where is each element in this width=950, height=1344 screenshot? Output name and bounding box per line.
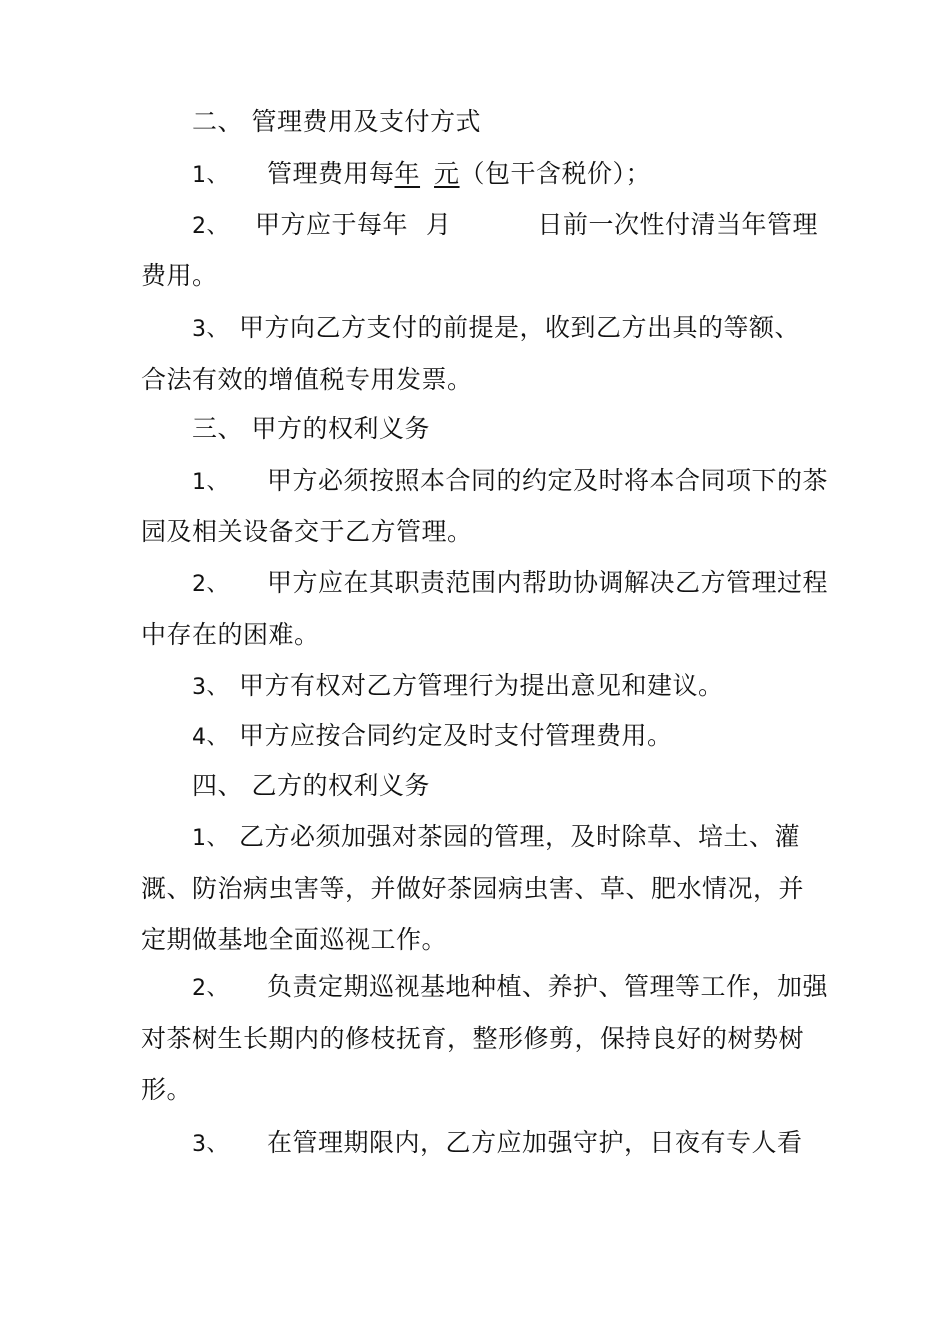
clause-4-1-line2 — [141, 873, 821, 905]
month-label: 月 — [426, 210, 452, 239]
clause-text: 日前一次性付清当年管理 — [537, 210, 819, 239]
clause-text: 负责定期巡视基地种植、养护、管理等工作，加强 — [267, 972, 829, 1001]
clause-text: 甲方有权对乙方管理行为提出意见和建议。 — [239, 671, 724, 700]
year-label: 年 — [394, 159, 421, 188]
clause-3-1-line1 — [192, 465, 829, 499]
clause-4-3-line1 — [192, 1127, 822, 1161]
clause-text: 乙方必须加强对茶园的管理，及时除草、培土、灌 — [239, 822, 801, 851]
clause-4-1-line1 — [192, 821, 822, 855]
clause-text: 甲方应在其职责范围内帮助协调解决乙方管理过程 — [267, 568, 829, 597]
heading-text: 四、 乙方的权利义务 — [192, 771, 430, 800]
clause-text: （包干含税价）； — [459, 159, 652, 188]
clause-text: 对茶树生长期内的修枝抚育，整形修剪，保持良好的树势树 — [141, 1024, 805, 1053]
clause-text: 形。 — [141, 1075, 193, 1104]
clause-3-3 — [192, 670, 822, 704]
clause-number: 2、 — [192, 572, 229, 597]
clause-text: 合法有效的增值税专用发票。 — [141, 365, 473, 394]
section-heading-2 — [192, 106, 822, 138]
clause-number: 1、 — [192, 826, 229, 851]
clause-3-2-line2 — [141, 619, 821, 651]
clause-text: 中存在的困难。 — [141, 620, 320, 649]
clause-text: 定期做基地全面巡视工作。 — [141, 925, 448, 954]
clause-number: 1、 — [192, 470, 229, 495]
yuan-label: 元 — [434, 159, 460, 188]
fee-blank-year — [395, 159, 460, 188]
clause-number: 3、 — [192, 1132, 229, 1157]
clause-number: 3、 — [192, 317, 229, 342]
section-heading-3 — [192, 413, 822, 445]
clause-number: 4、 — [192, 725, 229, 750]
clause-2-1 — [192, 158, 822, 192]
clause-2-2-line1 — [192, 209, 822, 243]
clause-text: 甲方向乙方支付的前提是，收到乙方出具的等额、 — [239, 313, 801, 342]
clause-2-3-line2 — [141, 364, 821, 396]
clause-2-2-line2 — [141, 260, 821, 292]
clause-text: 溉、防治病虫害等，并做好茶园病虫害、草、肥水情况，并 — [141, 874, 805, 903]
clause-2-3-line1 — [192, 312, 822, 346]
clause-text: 费用。 — [141, 261, 218, 290]
clause-text: 甲方必须按照本合同的约定及时将本合同项下的茶 — [267, 466, 829, 495]
clause-text: 在管理期限内，乙方应加强守护，日夜有专人看 — [267, 1128, 803, 1157]
clause-number: 2、 — [192, 976, 229, 1001]
clause-3-1-line2 — [141, 516, 821, 548]
clause-number: 2、 — [192, 214, 229, 239]
clause-text: 甲方应按合同约定及时支付管理费用。 — [239, 721, 673, 750]
heading-text: 三、 甲方的权利义务 — [192, 414, 430, 443]
clause-4-1-line3 — [141, 924, 821, 956]
clause-4-2-line1 — [192, 971, 829, 1005]
clause-3-4 — [192, 720, 822, 754]
heading-text: 二、 管理费用及支付方式 — [192, 107, 481, 136]
clause-number: 1、 — [192, 163, 229, 188]
clause-3-2-line1 — [192, 567, 829, 601]
clause-text: 甲方应于每年 — [255, 210, 409, 239]
clause-number: 3、 — [192, 675, 229, 700]
clause-text: 管理费用每 — [267, 159, 395, 188]
clause-4-2-line3 — [141, 1074, 821, 1106]
section-heading-4 — [192, 770, 822, 802]
clause-4-2-line2 — [141, 1023, 821, 1055]
clause-text: 园及相关设备交于乙方管理。 — [141, 517, 473, 546]
